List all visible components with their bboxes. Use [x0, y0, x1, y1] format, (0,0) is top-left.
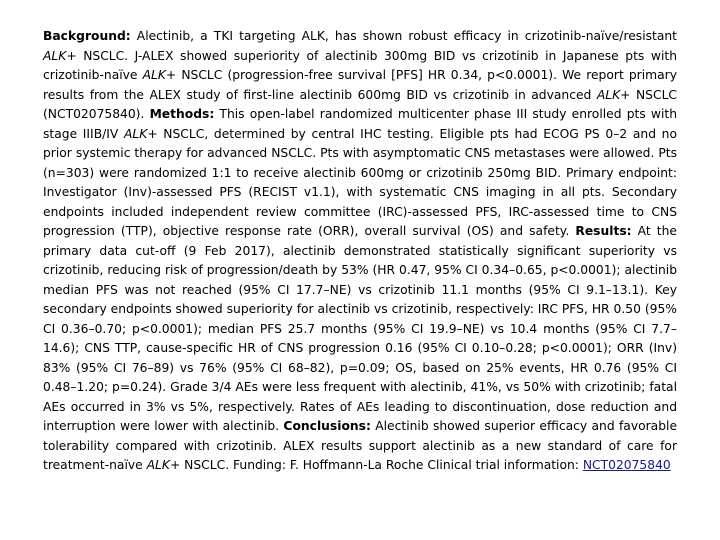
alk-term: ALK: [43, 48, 67, 63]
results-heading: Results:: [575, 224, 632, 238]
conclusions-heading: Conclusions:: [283, 419, 371, 433]
alk-term: ALK: [123, 126, 148, 141]
background-text: + NSCLC (NCT02075840).: [43, 87, 678, 121]
alk-term: ALK: [596, 87, 621, 102]
abstract-text: [43, 27, 677, 476]
conclusions-text: Alectinib showed superior efficacy and favorable tolerability compared with crizotinib. ALEX results support alectinib as a new standard of care for treatment-naïve: [43, 419, 678, 472]
methods-heading: Methods:: [149, 107, 215, 121]
conclusions-text: + NSCLC. Funding: F. Hoffmann-La Roche Clinical trial information:: [169, 458, 583, 472]
background-text: + NSCLC. J-ALEX showed superiority of alectinib 300mg BID vs crizotinib in Japanese pts with crizotinib-naïve: [43, 48, 677, 82]
methods-text: This open-label randomized multicenter phase III study enrolled pts with stage IIIB/IV: [43, 107, 677, 141]
alk-term: ALK: [146, 458, 170, 472]
alk-term: ALK: [142, 68, 166, 82]
methods-text: + NSCLC, determined by central IHC testing. Eligible pts had ECOG PS 0–2 and no prior systemic therapy for advanced NSCLC. Pts with asymptomatic CNS metastases were allowed. Pts (n=303) were randomized 1:1 to receive alectinib 600mg or crizotinib 250mg BID. Primary endpoint: Investigator (Inv)-assessed PFS (RECIST v1.1), with systematic CNS imaging in all pts. Secondary endpoints included independent review committee (IRC)-assessed PFS, IRC-assessed time to CNS progression (TTP), objective response rate (ORR), overall survival (OS) and safety.: [43, 126, 677, 238]
trial-link[interactable]: NCT02075840: [582, 458, 671, 472]
background-text: Alectinib, a TKI targeting ALK, has shown robust efficacy in crizotinib-naïve/resistant: [130, 29, 677, 43]
results-text: At the primary data cut-off (9 Feb 2017), alectinib demonstrated statistically significant superiority vs crizotinib, reducing risk of progression/death by 53% (HR 0.47, 95% CI 0.34–0.65, p<0.0001); alectinib median PFS was not reached (95% CI 17.7–NE) vs crizotinib 11.1 months (95% CI 9.1–13.1). Key secondary endpoints showed superiority for alectinib vs crizotinib, respectively: IRC PFS, HR 0.50 (95% CI 0.36–0.70; p<0.0001); median PFS 25.7 months (95% CI 19.9–NE) vs 10.4 months (95% CI 7.7–14.6); CNS TTP, cause-specific HR of CNS progression 0.16 (95% CI 0.10–0.28; p<0.0001); ORR (Inv) 83% (95% CI 76–89) vs 76% (95% CI 68–82), p=0.09; OS, based on 25% events, HR 0.76 (95% CI 0.48–1.20; p=0.24). Grade 3/4 AEs were less frequent with alectinib, 41%, vs 50% with crizotinib; fatal AEs occurred in 3% vs 5%, respectively. Rates of AEs leading to discontinuation, dose reduction and interruption were lower with alectinib.: [43, 224, 677, 433]
background-text: + NSCLC (progression-free survival [PFS] HR 0.34, p<0.0001). We report primary results from the ALEX study of first-line alectinib 600mg BID vs crizotinib in advanced: [43, 68, 677, 102]
background-heading: Background:: [43, 29, 131, 43]
